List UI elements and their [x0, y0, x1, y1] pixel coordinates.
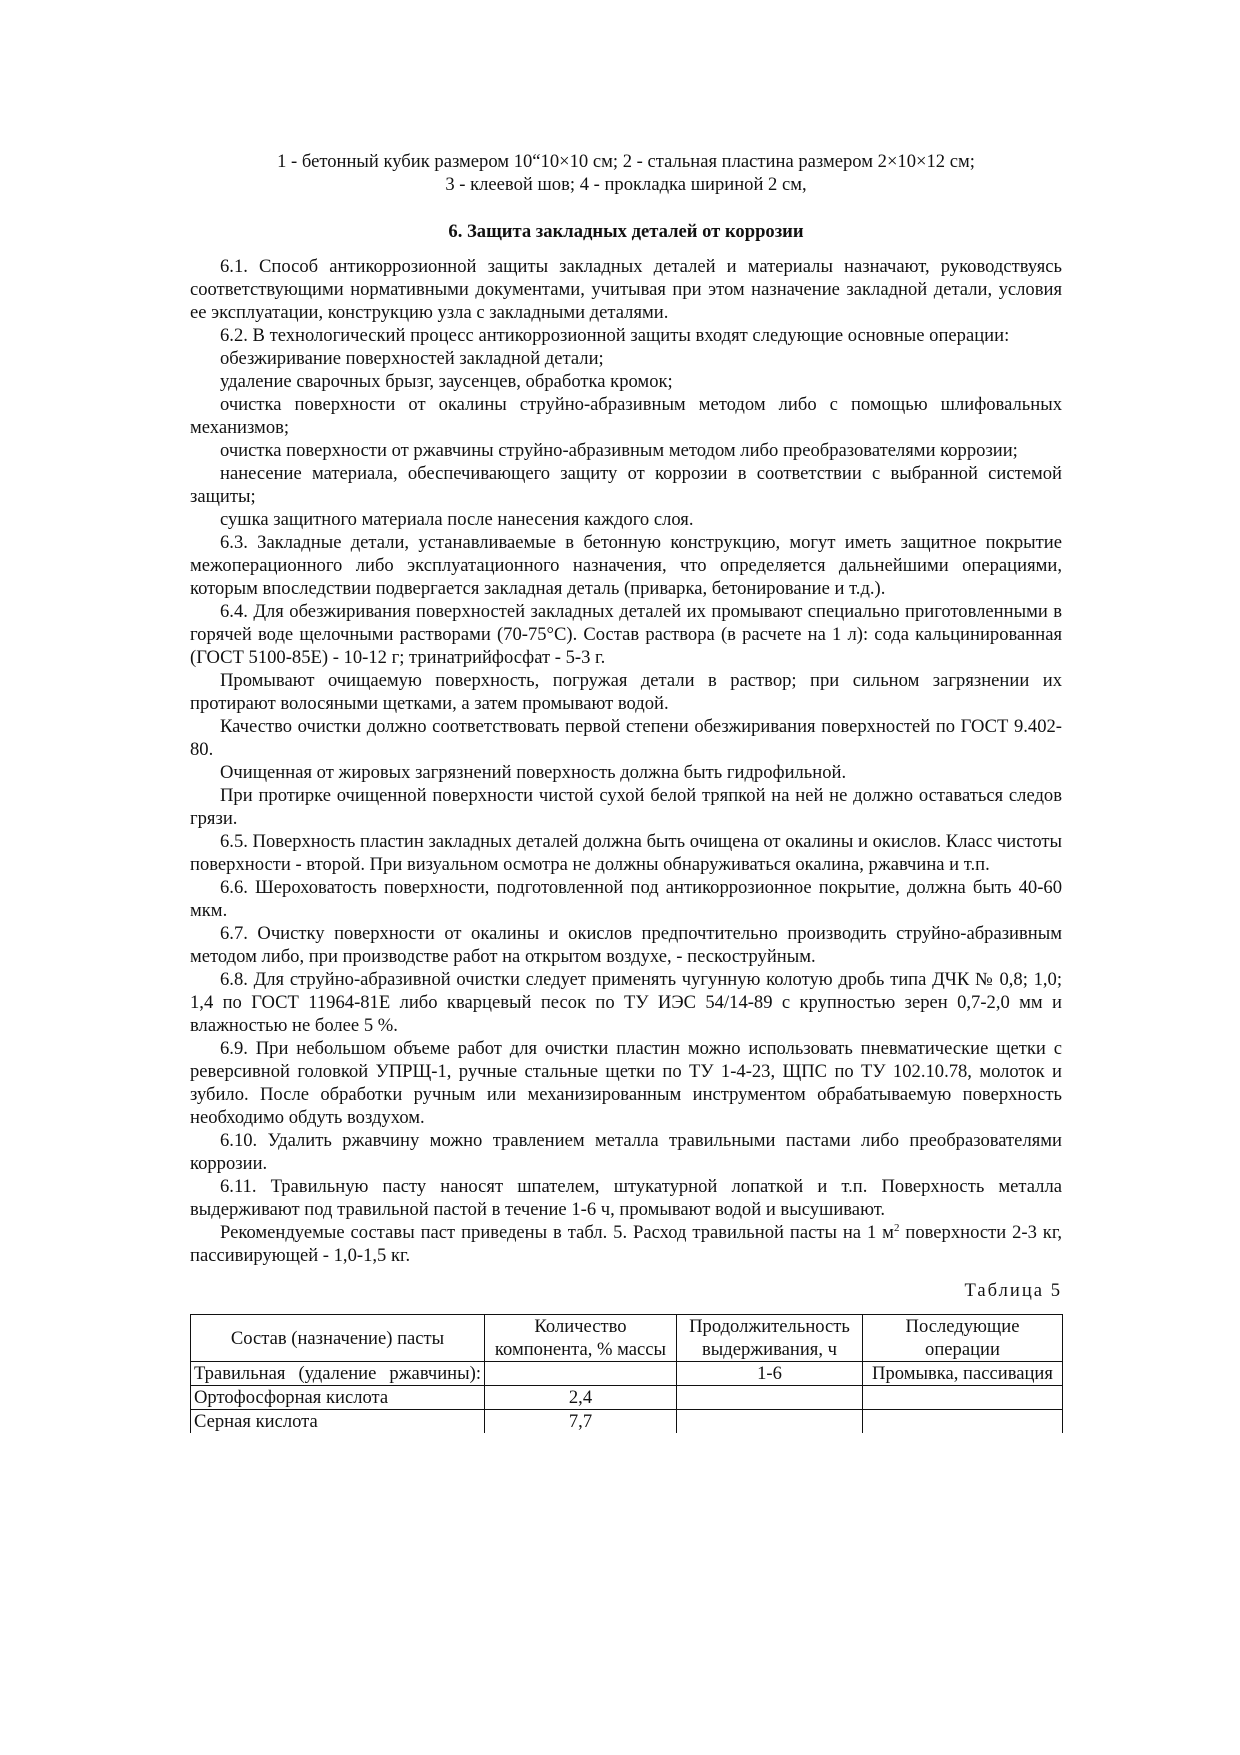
list-item: обезжиривание поверхностей закладной детали; [220, 348, 604, 369]
cell-duration: 1-6 [677, 1362, 863, 1386]
cell-component-name: Ортофосфорная кислота [191, 1386, 485, 1410]
paragraph: 6.10. Удалить ржавчину можно травлением металла травильными пастами либо преобразователями коррозии. [190, 1130, 1062, 1174]
table-row [191, 1410, 1063, 1434]
paragraph: 6.3. Закладные детали, устанавливаемые в бетонную конструкцию, могут иметь защитное покрытие межоперационного либо эксплуатационного назначения, что определяется дальнейшими операциями, которым впоследствии подвергается закладная деталь (приварка, бетонирование и т.д.). [190, 532, 1062, 599]
header-operations: Последующие операции [863, 1315, 1063, 1362]
table-row [191, 1362, 1063, 1386]
figure-caption [190, 150, 1062, 196]
figure-caption-line-1: 1 - бетонный кубик размером 10“10×10 см; 2 - стальная пластина размером 2×10×12 см; [277, 151, 975, 172]
paragraph: 6.1. Способ антикоррозионной защиты закладных деталей и материалы назначают, руководствуясь соответствующими нормативными документами, учитывая при этом назначение закладной детали, условия ее эксплуатации, конструкцию узла с закладными деталями. [190, 256, 1062, 323]
paragraph: 6.4. Для обезжиривания поверхностей закладных деталей их промывают специально приготовленными в горячей воде щелочными растворами (70-75°С). Состав раствора (в расчете на 1 л): сода кальцинированная (ГОСТ 5100-85Е) - 10-12 г; тринатрийфосфат - 5-3 г. [190, 601, 1062, 668]
list-item: нанесение материала, обеспечивающего защиту от коррозии в соответствии с выбранной системой защиты; [190, 463, 1062, 507]
cell-quantity [485, 1362, 677, 1386]
table-label: Таблица 5 [964, 1280, 1062, 1301]
table-header-row [191, 1315, 1063, 1362]
paste-composition-table [190, 1314, 1063, 1433]
header-composition: Состав (назначение) пасты [191, 1315, 485, 1362]
table-row [191, 1386, 1063, 1410]
cell-component-name: Серная кислота [191, 1410, 485, 1434]
paragraph: 6.9. При небольшом объеме работ для очистки пластин можно использовать пневматические щетки с реверсивной головкой УПРЩ-1, ручные стальные щетки по ТУ 1-4-23, ЩПС по ТУ 102.10.78, молоток и зубило. После обработки ручным или механизированным инструментом обрабатываемую поверхность необходимо обдуть воздухом. [190, 1038, 1062, 1128]
paragraph: 6.2. В технологический процесс антикоррозионной защиты входят следующие основные операции: [220, 325, 1010, 346]
cell-empty [863, 1386, 1063, 1410]
cell-empty [863, 1410, 1063, 1434]
paragraph-text-end: поверхности 2-3 кг, пассивирующей - 1,0-1,5 кг. [190, 1222, 1062, 1266]
figure-caption-line-2: 3 - клеевой шов; 4 - прокладка шириной 2 см, [445, 174, 807, 195]
paragraph-text-start: Рекомендуемые составы паст приведены в табл. 5. Расход травильной пасты на 1 м [220, 1222, 894, 1243]
paragraph: При протирке очищенной поверхности чистой сухой белой тряпкой на ней не должно оставаться следов грязи. [190, 785, 1062, 829]
cell-empty [677, 1410, 863, 1434]
cell-operations: Промывка, пассивация [863, 1362, 1063, 1386]
list-item: удаление сварочных брызг, заусенцев, обработка кромок; [220, 371, 673, 392]
cell-composition: Травильная (удаление ржавчины): [191, 1362, 485, 1386]
list-item: сушка защитного материала после нанесения каждого слоя. [220, 509, 694, 530]
paragraph: 6.7. Очистку поверхности от окалины и окислов предпочтительно производить струйно-абразивным методом либо, при производстве работ на открытом воздухе, - пескоструйным. [190, 923, 1062, 967]
paragraph: 6.5. Поверхность пластин закладных деталей должна быть очищена от окалины и окислов. Класс чистоты поверхности - второй. При визуальном осмотра не должны обнаруживаться окалина, ржавчина и т.п. [190, 831, 1062, 875]
superscript: 2 [893, 1221, 900, 1234]
paragraph: 6.6. Шероховатость поверхности, подготовленной под антикоррозионное покрытие, должна быть 40-60 мкм. [190, 877, 1062, 921]
cell-empty [677, 1386, 863, 1410]
paragraph: Очищенная от жировых загрязнений поверхность должна быть гидрофильной. [220, 762, 847, 783]
section-title: 6. Защита закладных деталей от коррозии [448, 221, 804, 242]
paragraph-consumption [190, 1221, 1062, 1267]
paragraph: Промывают очищаемую поверхность, погружая детали в раствор; при сильном загрязнении их протирают волосяными щетками, а затем промывают водой. [190, 670, 1062, 714]
header-quantity: Количество компонента, % массы [485, 1315, 677, 1362]
paragraph: 6.8. Для струйно-абразивной очистки следует применять чугунную колотую дробь типа ДЧК № 0,8; 1,0; 1,4 по ГОСТ 11964-81Е либо кварцевый песок по ТУ ИЭС 54/14-89 с крупностью зерен 0,7-2,0 мм и влажностью не более 5 %. [190, 969, 1062, 1036]
list-item: очистка поверхности от ржавчины струйно-абразивным методом либо преобразователями коррозии; [220, 440, 1018, 461]
section-body [190, 255, 1062, 1267]
paragraph: Качество очистки должно соответствовать первой степени обезжиривания поверхностей по ГОСТ 9.402-80. [190, 716, 1062, 760]
cell-component-quantity: 7,7 [485, 1410, 677, 1434]
header-duration: Продолжительность выдерживания, ч [677, 1315, 863, 1362]
paragraph: 6.11. Травильную пасту наносят шпателем, штукатурной лопаткой и т.п. Поверхность металла выдерживают под травильной пастой в течение 1-6 ч, промывают водой и высушивают. [190, 1176, 1062, 1220]
list-item: очистка поверхности от окалины струйно-абразивным методом либо с помощью шлифовальных механизмов; [190, 394, 1062, 438]
document-page [190, 150, 1062, 1433]
cell-component-quantity: 2,4 [485, 1386, 677, 1410]
